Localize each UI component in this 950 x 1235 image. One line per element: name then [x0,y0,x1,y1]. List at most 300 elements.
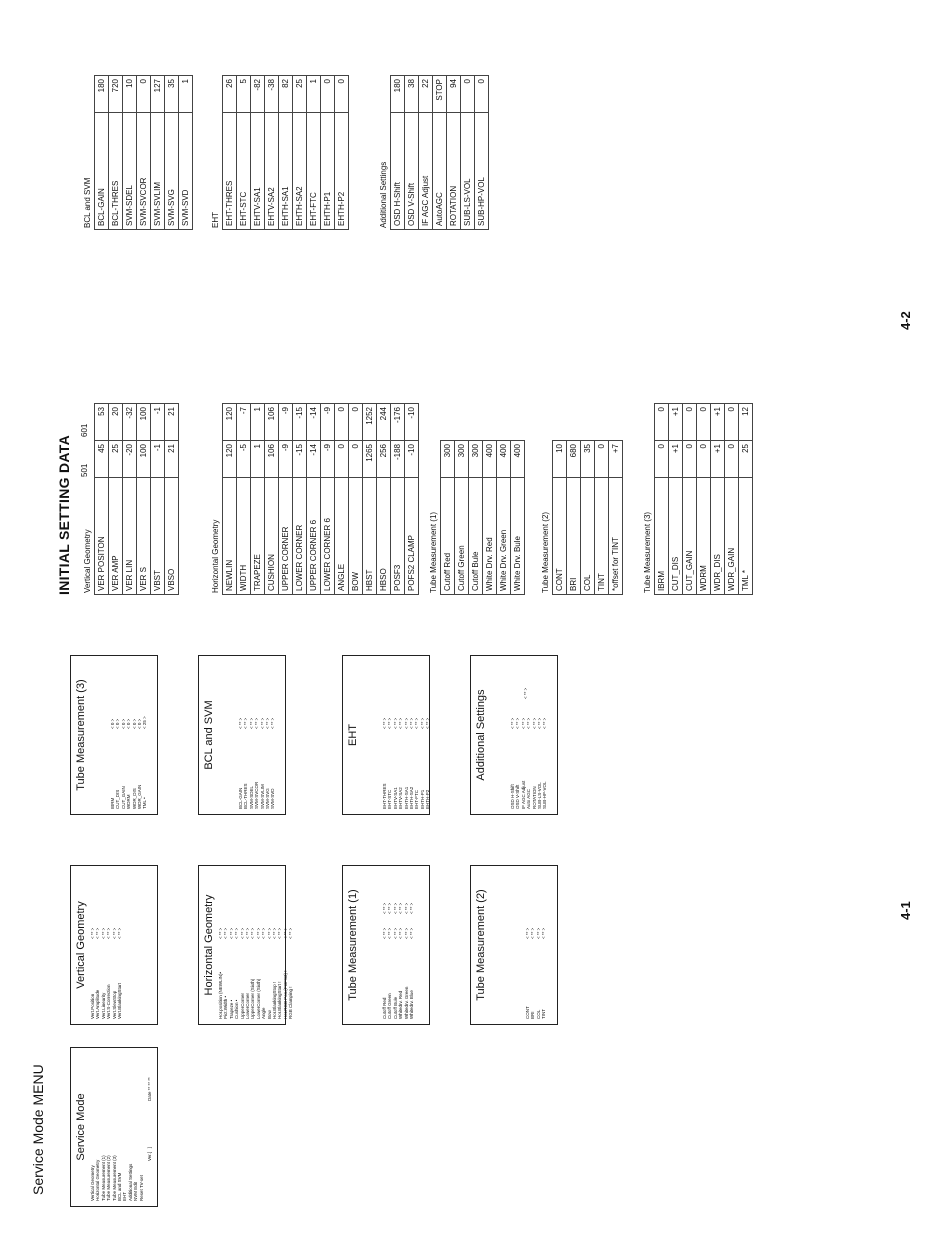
screen-line-label: EHTH-SA1 [403,786,409,809]
screen-line-label: BRI [530,1011,536,1019]
screen-line-value: < ** > [100,927,106,939]
isd-table [390,75,489,230]
row-label: CUSHION [265,478,279,595]
row-label: SUB-HP-VOL [475,113,489,230]
row-value: 300 [455,441,469,478]
row-label: CUT_GAIN [683,478,697,595]
screen-line-label: LowerCorner (Sixth) [255,978,261,1019]
screen-line [409,871,414,1019]
screen-line-value: < ** > [408,927,414,939]
screen-line-label: Hor.position (NEWLIN)• [218,971,223,1019]
screen-line-label: NVM Edit [133,1181,139,1201]
screen-line-value: < 0 > [136,718,142,729]
table-row [391,404,405,595]
screen-line-value: < ** > [282,927,288,939]
screen-line-value: < ** > [111,927,117,939]
row-value-501: 0 [335,441,349,478]
table-row [279,404,293,595]
table-row [461,76,475,230]
page-number-left: 4-1 [898,901,913,920]
row-label: HBST [363,478,377,595]
column-header-501: 501 [80,463,89,477]
screen-line-label: OSD H-Shift [510,784,515,809]
screen-title: Vertical Geometry [75,901,87,989]
row-value: 400 [511,441,525,478]
screen-line-label: Vert.S-Correction [106,984,112,1019]
screen-line-label: Vert.Position [90,993,95,1019]
table-row [293,404,307,595]
screen-line-label: TINT [541,1009,547,1019]
screen-vertical-geometry [70,865,158,1025]
screen-line-label: Tube Measurement (2) [106,1155,112,1201]
row-label: White Drv. Red [483,478,497,595]
screen-line-value: < ** > [530,927,536,939]
screen-line-value2: < ** > [398,902,404,914]
screen-tube-measurement-1 [342,865,430,1025]
table-row [307,76,321,230]
screen-line-label: SVM-SVD [270,788,276,809]
screen-line-label: Whitedrv. Red [398,990,404,1019]
screen-line-label: Vert.Linearity [100,992,106,1019]
isd-bcl-svm [82,75,193,230]
screen-line-value: < ** > [288,927,294,939]
screen-line-label: UpperCorner [239,992,245,1019]
screen-line-label: BCL and SVM [116,1172,122,1201]
row-value: 127 [151,76,165,113]
screen-line-value: < ** > [218,927,223,939]
screen-spacer [490,661,510,809]
row-label: BCL-THRES [109,113,123,230]
screen-line-value2: < ** > [392,902,398,914]
table-row [497,441,511,595]
row-value-601: 0 [697,404,711,441]
table-row [123,76,137,230]
screen-line-value: < ** > [228,927,234,939]
row-label: OSD H-Shift [391,113,405,230]
row-label: Cutoff Bule [469,478,483,595]
row-value-601: 120 [223,404,237,441]
row-value: STOP [433,76,447,113]
screen-line-value: < ** > [425,717,431,729]
screen-line-label: OSD V-Shift [515,784,521,809]
row-value: 35 [165,76,179,113]
screen-line-value: < ** > [243,717,249,729]
screen-line-label: RGB Clamping ! [288,986,294,1019]
row-value: 180 [95,76,109,113]
screen-line-value: < ** > [387,927,393,939]
screen-line-label: SVM-SDEL [248,785,254,809]
table-row [581,441,595,595]
row-label: Cutoff Red [441,478,455,595]
screen-line-value2: < ** > [408,902,414,914]
row-label: VER LIN [123,478,137,595]
column-header-601: 601 [80,423,89,437]
screen-line-label: Hor.BlankingStop ! [271,981,277,1019]
screen-line-label: Tube Measurement (3) [111,1155,117,1201]
row-label: OSD V-Shift [405,113,419,230]
row-value-601: 106 [265,404,279,441]
table-row [433,76,447,230]
row-value-601: 0 [349,404,363,441]
screen-line [288,871,293,1019]
row-value: 0 [595,441,609,478]
table-row [419,76,433,230]
row-value: +7 [609,441,623,478]
screen-line-label: Bow [266,1010,272,1019]
row-value-601: 0 [335,404,349,441]
table-row [251,404,265,595]
row-label: EHTV-SA2 [265,113,279,230]
screen-line-label: IF AGC Adjust [520,780,526,809]
row-value-601: 21 [165,404,179,441]
row-label: ANGLE [335,478,349,595]
table-row [251,76,265,230]
screen-line-value: < ** > [520,717,526,729]
row-value: 26 [223,76,237,113]
screen-line-value: < ** > [535,927,541,939]
row-label: LOWER CORNER 6 [321,478,335,595]
row-label: VER POSITON [95,478,109,595]
screen-title: Tube Measurement (1) [347,889,359,1001]
table-row [151,404,165,595]
screen-line-label: Cushion • [234,999,240,1019]
table-row [223,76,237,230]
table-row [321,76,335,230]
table-row [447,76,461,230]
row-value: 38 [405,76,419,113]
row-label: WDRM [697,478,711,595]
page-number-right: 4-2 [898,311,913,330]
row-label: BOW [349,478,363,595]
screen-line-label: Vert.Amplitude [95,989,101,1019]
agc-value: < ** > [522,687,528,699]
screen-title: Horizontal Geometry [203,894,215,996]
row-label: CUT_DIS [669,478,683,595]
row-label: EHT-STC [237,113,251,230]
screen-line-label: SUB-HP-VOL [542,781,548,809]
screen-line-label: LowerCorner [244,992,250,1019]
screen-line-label: Hor.BlankingStart ! [277,981,283,1019]
screen-line-value2: < ** > [387,902,393,914]
table-row [223,404,237,595]
row-label: UPPER CORNER 6 [307,478,321,595]
row-value: 10 [553,441,567,478]
screen-line-label: EHTV-SA2 [398,787,404,809]
screen-line-label: Whitedrv. Blue [408,990,414,1019]
screen-line-value: < ** > [116,927,122,939]
row-label: SVM-SVG [165,113,179,230]
row-label: EHTV-SA1 [251,113,265,230]
table-row [293,76,307,230]
table-row [165,404,179,595]
screen-tube-measurement-2 [470,865,558,1025]
screen-title: EHT [347,724,359,746]
row-label: White Drv. Green [497,478,511,595]
row-label: POSF3 [391,478,405,595]
row-label: EHTH-P2 [335,113,349,230]
screen-horizontal-geometry [198,865,294,1025]
table-row [237,76,251,230]
row-value: 0 [461,76,475,113]
table-row [669,404,683,595]
row-label: IF AGC Adjust [419,113,433,230]
screen-line [142,661,147,809]
screen-line-value: < ** > [510,717,515,729]
screen-line-value: < ** > [536,717,542,729]
screen-line-value: < ** > [223,927,229,939]
screen-line-value: < ** > [277,927,283,939]
row-value-501: 0 [349,441,363,478]
isd-table [440,440,525,595]
row-value-601: 244 [377,404,391,441]
screen-line-value2: < ** > [403,902,409,914]
row-value-601: -176 [391,404,405,441]
row-label: EHTH-SA1 [279,113,293,230]
screen-line-label: EHTH-P2 [425,789,431,809]
row-value: 400 [497,441,511,478]
table-row [137,404,151,595]
screen-line-value: < ** > [259,717,265,729]
row-value-501: 1265 [363,441,377,478]
screen-spacer [218,661,238,809]
screen-line-value: < ** > [392,927,398,939]
row-label: VBSO [165,478,179,595]
screen-line-value: < ** > [515,717,521,729]
screen-line-label: EHT-THRES [382,783,387,809]
screen-line-value: < ** > [270,717,276,729]
screen-line-label: Auto AGC [526,788,532,809]
screen-line-value: < ** > [525,927,530,939]
screen-bcl-svm [198,655,286,815]
screen-line-value: < 0 > [115,718,121,729]
table-row [711,404,725,595]
row-label: EHTH-SA2 [293,113,307,230]
row-value-601: -15 [293,404,307,441]
table-row [335,404,349,595]
isd-tube-measurement-1 [428,440,525,595]
screen-spacer [90,661,110,809]
screen-line [117,871,122,1019]
table-row [137,76,151,230]
row-value-601: 0 [655,404,669,441]
screen-line-label: SVM-SVG [264,788,270,809]
screen-footer [147,1053,152,1201]
screen-line-value: < ** > [382,717,387,729]
screen-line-value: < ** > [90,927,95,939]
row-label: TML * [739,478,753,595]
table-row [697,404,711,595]
table-row [109,404,123,595]
screen-line-label: ROTATION [531,786,537,809]
date-label: Date ** ** ** [146,1077,152,1101]
table-row [655,404,669,595]
row-value-601: -1 [151,404,165,441]
screen-line-label: SUB-LS-VOL [536,782,542,809]
screen-line-value: < ** > [234,927,240,939]
row-value-501: -1 [151,441,165,478]
table-row [179,76,193,230]
isd-section-title: EHT [211,212,220,228]
screen-line-value: < ** > [526,717,532,729]
table-row [377,404,391,595]
screen-line-value: < ** > [239,927,245,939]
row-label: VBST [151,478,165,595]
screen-line-label: WDR_GAIN [136,784,142,809]
row-value: 300 [469,441,483,478]
isd-table [222,75,349,230]
row-value-501: +1 [669,441,683,478]
row-value-501: -20 [123,441,137,478]
screen-line-label: CUT_GAIN [120,786,126,809]
screen-line-label: EHT [122,1192,128,1201]
isd-table [654,403,753,595]
row-value-501: 1 [251,441,265,478]
table-row [363,404,377,595]
row-value-501: 0 [725,441,739,478]
row-value-501: 21 [165,441,179,478]
table-row [349,404,363,595]
screen-line [425,661,430,809]
row-value-601: -9 [279,404,293,441]
row-label: UPPER CORNER [279,478,293,595]
screen-line-label: Tube Measurement (1) [100,1155,106,1201]
screen-line-label: Trapeze • [228,999,234,1019]
screen-title: BCL and SVM [203,700,215,770]
screen-additional-settings [470,655,558,815]
row-label: EHT-THRES [223,113,237,230]
screen-line-value: < ** > [238,717,243,729]
screen-line-label: UpperCorner (Sixth) [250,978,256,1019]
row-value-501: -14 [307,441,321,478]
row-label: HBSO [377,478,391,595]
screen-line-label: Vert.SlewStop [111,990,117,1019]
table-row [405,76,419,230]
table-row [683,404,697,595]
screen-line-label: EHTV-SA1 [392,787,398,809]
screen-line-value: < ** > [541,927,547,939]
row-value-601: 12 [739,404,753,441]
row-label: Cutoff Green [455,478,469,595]
screen-line-value: < ** > [271,927,277,939]
table-row [455,441,469,595]
row-value-501: 0 [697,441,711,478]
row-value-501: -9 [279,441,293,478]
row-value-601: 100 [137,404,151,441]
row-label: WIDTH [237,478,251,595]
row-label: TINT [595,478,609,595]
row-value: 680 [567,441,581,478]
row-value: -38 [265,76,279,113]
row-value: 180 [391,76,405,113]
row-value-601: -32 [123,404,137,441]
screen-line-value: < ** > [542,717,548,729]
screen-line-value: < 0 > [126,718,132,729]
screen-line-label: EHTH-P1 [419,789,425,809]
row-value: 0 [321,76,335,113]
screen-spacer [362,871,382,1019]
version-label: Ver.[ ] [146,1146,152,1161]
screen-line-label: Vertical Geometry [90,1165,95,1201]
isd-table [552,440,623,595]
menu-title: Service Mode MENU [30,1064,46,1195]
row-value: 0 [137,76,151,113]
screen-line [542,661,547,809]
screen-line-label: COL [535,1009,541,1019]
screen-line-label: Whitedrv. Green [403,986,409,1019]
screen-line [541,871,546,1019]
table-row [553,441,567,595]
screen-line-label: Vert.BlankingStart [116,982,122,1019]
screen-line-value: < ** > [254,717,260,729]
row-label: BCL-GAIN [95,113,109,230]
table-row [123,404,137,595]
screen-line-value: < ** > [403,717,409,729]
screen-line-value: < ** > [398,717,404,729]
table-row [405,404,419,595]
row-label: WDR_DIS [711,478,725,595]
row-label: White Drv. Bule [511,478,525,595]
row-value-601: 1 [251,404,265,441]
isd-section-title: Tube Measurement (3) [643,511,652,593]
screen-spacer [490,871,525,1019]
screen-title: Tube Measurement (3) [75,679,87,791]
table-row [475,76,489,230]
isd-additional-settings [378,75,489,230]
table-row [739,404,753,595]
screen-title: Service Mode [75,1093,87,1161]
screen-line [139,1053,144,1201]
row-label: SVM-SVCOR [137,113,151,230]
row-label: VER S [137,478,151,595]
screen-line-value: < 0 > [131,718,137,729]
table-row [165,76,179,230]
row-value: 1 [179,76,193,113]
row-label: SVM-SVD [179,113,193,230]
row-value-601: +1 [711,404,725,441]
row-value: 720 [109,76,123,113]
table-row [95,76,109,230]
screen-line-value: < ** > [266,927,272,939]
screen-line-value2: < ** > [382,902,387,914]
row-value: 400 [483,441,497,478]
screen-line-label: TML • [142,797,148,809]
table-row [391,76,405,230]
row-value-501: 106 [265,441,279,478]
row-value: 1 [307,76,321,113]
row-value-501: 256 [377,441,391,478]
table-row [595,441,609,595]
isd-section-title: Additional Settings [379,161,388,228]
isd-horizontal-geometry [210,403,419,595]
row-value-601: 53 [95,404,109,441]
screen-eht [342,655,430,815]
screen-line-value: < ** > [392,717,398,729]
screen-line-value: < ** > [419,717,425,729]
row-value-601: 0 [683,404,697,441]
initial-setting-data-title: INITIAL SETTING DATA [56,435,72,595]
row-value: 82 [279,76,293,113]
screen-line-value: < ** > [408,717,414,729]
row-value-501: 25 [739,441,753,478]
row-value: 94 [447,76,461,113]
row-value-601: -9 [321,404,335,441]
row-label: LOWER CORNER [293,478,307,595]
row-label: TRAPEZE [251,478,265,595]
table-row [265,404,279,595]
screen-line-value: < ** > [244,927,250,939]
table-row [151,76,165,230]
isd-section-title: Tube Measurement (2) [541,511,550,593]
